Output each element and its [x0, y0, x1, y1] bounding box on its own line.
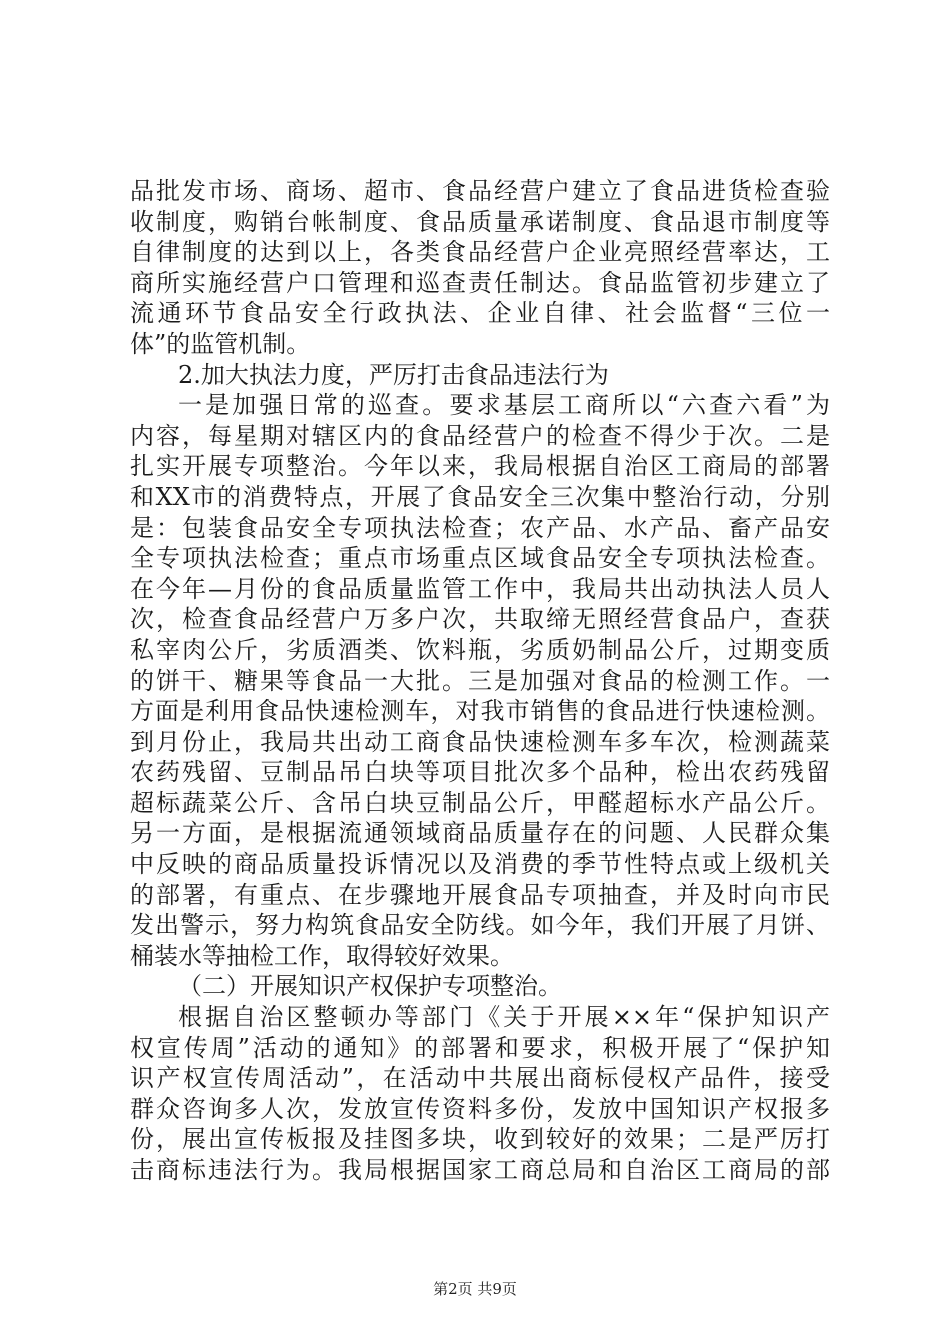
text-line: 中反映的商品质量投诉情况以及消费的季节性特点或上级机关: [130, 850, 830, 879]
text-line: 发出警示，努力构筑食品安全防线。如今年，我们开展了月饼、: [130, 911, 830, 940]
text-line: 流通环节食品安全行政执法、企业自律、社会监督“三位一: [130, 299, 830, 328]
text-line: 桶装水等抽检工作，取得较好效果。: [130, 941, 514, 970]
text-line: 超标蔬菜公斤、含吊白块豆制品公斤，甲醛超标水产品公斤。: [130, 788, 830, 817]
text-line: 在今年—月份的食品质量监管工作中，我局共出动执法人员人: [130, 574, 830, 603]
text-line: 自律制度的达到以上，各类食品经营户企业亮照经营率达，工: [130, 238, 830, 267]
document-body: [130, 176, 830, 1186]
text-line: （二）开展知识产权保护专项整治。: [178, 972, 562, 1001]
text-line: 2.加大执法力度，严厉打击食品违法行为: [178, 360, 609, 389]
text-line: 击商标违法行为。我局根据国家工商总局和自治区工商局的部: [130, 1156, 830, 1184]
text-line: 群众咨询多人次，发放宣传资料多份，发放中国知识产权报多: [130, 1094, 830, 1123]
text-line: 一是加强日常的巡查。要求基层工商所以“六查六看”为: [178, 391, 830, 420]
text-line: 份，展出宣传板报及挂图多块，收到较好的效果；二是严厉打: [130, 1125, 830, 1154]
text-line: 和XX市的消费特点，开展了食品安全三次集中整治行动，分别: [130, 482, 830, 511]
text-line: 根据自治区整顿办等部门《关于开展××年“保护知识产: [178, 1003, 830, 1032]
text-line: 是：包装食品安全专项执法检查；农产品、水产品、畜产品安: [130, 513, 830, 542]
text-line: 识产权宣传周活动”，在活动中共展出商标侵权产品件，接受: [130, 1064, 830, 1093]
text-line: 方面是利用食品快速检测车，对我市销售的食品进行快速检测。: [130, 697, 830, 726]
text-line: 收制度，购销台帐制度、食品质量承诺制度、食品退市制度等: [130, 207, 830, 236]
text-line: 扎实开展专项整治。今年以来，我局根据自治区工商局的部署: [130, 452, 830, 481]
text-line: 到月份止，我局共出动工商食品快速检测车多车次，检测蔬菜: [130, 727, 830, 756]
text-line: 的部署，有重点、在步骤地开展食品专项抽查，并及时向市民: [130, 880, 830, 909]
text-line: 品批发市场、商场、超市、食品经营户建立了食品进货检查验: [130, 177, 830, 205]
text-line: 的饼干、糖果等食品一大批。三是加强对食品的检测工作。一: [130, 666, 830, 695]
text-line: 全专项执法检查；重点市场重点区域食品安全专项执法检查。: [130, 544, 830, 573]
page-footer: 第2页 共9页: [433, 1280, 517, 1298]
text-line: 权宣传周”活动的通知》的部署和要求，积极开展了“保护知: [130, 1033, 830, 1062]
text-line: 私宰肉公斤，劣质酒类、饮料瓶，劣质奶制品公斤，过期变质: [130, 635, 830, 664]
text-line: 农药残留、豆制品吊白块等项目批次多个品种，检出农药残留: [130, 758, 830, 787]
text-line: 体”的监管机制。: [130, 329, 311, 358]
text-line: 次，检查食品经营户万多户次，共取缔无照经营食品户，查获: [130, 605, 830, 634]
text-line: 内容，每星期对辖区内的食品经营户的检查不得少于次。二是: [130, 421, 830, 450]
text-line: 商所实施经营户口管理和巡查责任制达。食品监管初步建立了: [130, 268, 830, 297]
text-line: 另一方面，是根据流通领域商品质量存在的问题、人民群众集: [130, 819, 830, 848]
